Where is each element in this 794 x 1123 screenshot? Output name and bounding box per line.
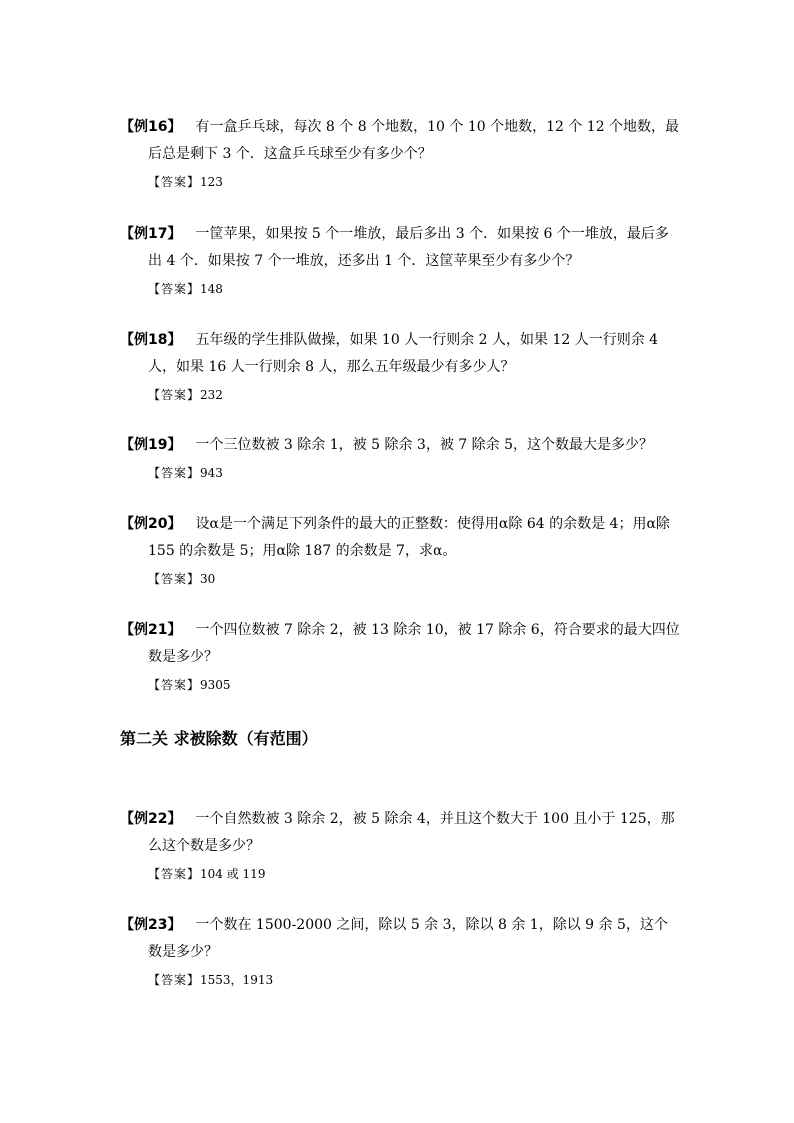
- example-22: [120, 806, 680, 884]
- answer-value: 123: [200, 175, 223, 189]
- question-text: 一筐苹果，如果按 5 个一堆放，最后多出 3 个．如果按 6 个一堆放，最后多出 4 个．如果按 7 个一堆放，还多出 1 个．这筐苹果至少有多少个？: [148, 226, 669, 269]
- question: [120, 617, 680, 671]
- example-label: 【例16】: [120, 119, 182, 135]
- question-text: 五年级的学生排队做操，如果 10 人一行则余 2 人，如果 12 人一行则余 4 人，如果 16 人一行则余 8 人，那么五年级最少有多少人？: [148, 332, 659, 375]
- answer-value: 232: [200, 388, 223, 402]
- answer-value: 9305: [200, 678, 231, 692]
- question: [120, 114, 680, 168]
- answer-value: 104 或 119: [200, 867, 266, 881]
- question-text: 有一盒乒乓球，每次 8 个 8 个地数，10 个 10 个地数，12 个 12 个地数，最后总是剩下 3 个．这盒乒乓球至少有多少个？: [148, 119, 680, 162]
- answer-label: 【答案】: [148, 572, 201, 586]
- example-18: [120, 327, 680, 405]
- example-label: 【例19】: [120, 437, 182, 453]
- question-text: 一个三位数被 3 除余 1，被 5 除余 3，被 7 除余 5，这个数最大是多少？: [195, 437, 653, 453]
- answer-value: 943: [200, 466, 223, 480]
- example-label: 【例22】: [120, 811, 182, 827]
- answer: [148, 864, 680, 884]
- answer: [148, 172, 680, 192]
- example-17: [120, 221, 680, 299]
- example-label: 【例21】: [120, 622, 182, 638]
- answer-label: 【答案】: [148, 175, 201, 189]
- question-text: 一个数在 1500-2000 之间，除以 5 余 3，除以 8 余 1，除以 9 余 5，这个数是多少？: [148, 917, 668, 960]
- answer-value: 1553，1913: [200, 973, 274, 987]
- answer-label: 【答案】: [148, 867, 201, 881]
- answer: [148, 463, 680, 483]
- example-23: [120, 912, 680, 990]
- answer-label: 【答案】: [148, 466, 201, 480]
- answer-value: 30: [200, 572, 216, 586]
- example-label: 【例18】: [120, 332, 182, 348]
- question: [120, 511, 680, 565]
- answer-label: 【答案】: [148, 388, 201, 402]
- answer: [148, 569, 680, 589]
- example-label: 【例23】: [120, 917, 182, 933]
- answer-label: 【答案】: [148, 282, 201, 296]
- example-19: [120, 432, 680, 483]
- question: [120, 432, 680, 459]
- answer: [148, 279, 680, 299]
- question-text: 一个四位数被 7 除余 2，被 13 除余 10，被 17 除余 6，符合要求的最大四位数是多少？: [148, 622, 680, 665]
- question: [120, 806, 680, 860]
- answer-value: 148: [200, 282, 223, 296]
- example-16: [120, 114, 680, 192]
- example-21: [120, 617, 680, 695]
- section-heading: 第二关 求被除数（有范围）: [120, 729, 318, 748]
- answer-label: 【答案】: [148, 678, 201, 692]
- question-text: 设α是一个满足下列条件的最大的正整数：使得用α除 64 的余数是 4；用α除 155 的余数是 5；用α除 187 的余数是 7，求α。: [148, 516, 670, 559]
- example-20: [120, 511, 680, 589]
- answer: [148, 385, 680, 405]
- question-text: 一个自然数被 3 除余 2，被 5 除余 4，并且这个数大于 100 且小于 125，那么这个数是多少？: [148, 811, 675, 854]
- question: [120, 327, 680, 381]
- answer: [148, 970, 680, 990]
- question: [120, 221, 680, 275]
- example-label: 【例17】: [120, 226, 182, 242]
- example-label: 【例20】: [120, 516, 182, 532]
- answer: [148, 675, 680, 695]
- answer-label: 【答案】: [148, 973, 201, 987]
- question: [120, 912, 680, 966]
